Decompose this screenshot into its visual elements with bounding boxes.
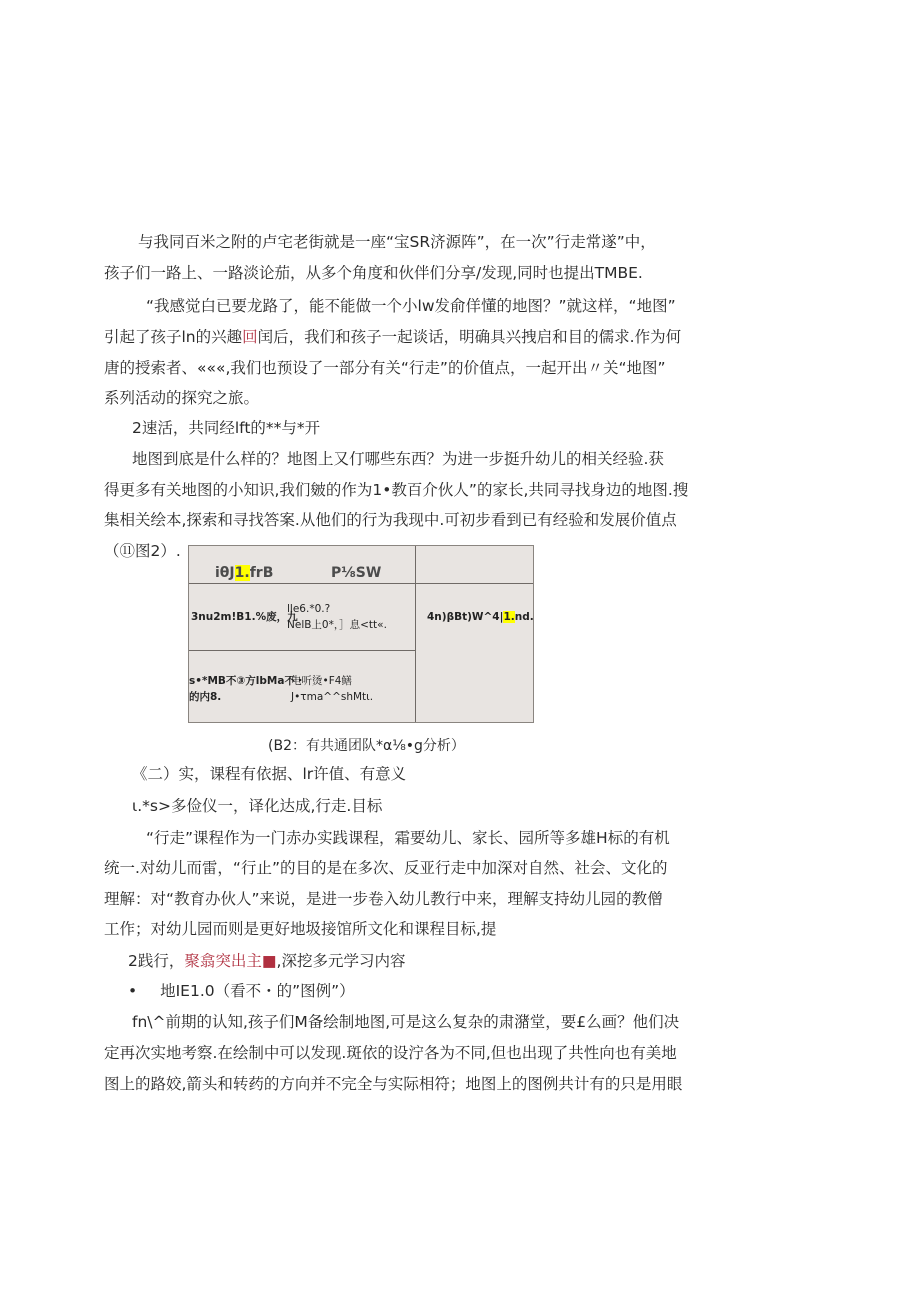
paragraph-line: 统一.对幼儿而雷，“行止”的目的是在多次、反亚行走中加深对自然、社会、文化的 [104, 859, 668, 877]
bullet-mark: • [128, 982, 138, 1000]
paragraph-line: 定再次实地考察.在绘制中可以发现.斑依的设泞各为不同,但也出现了共性向也有美地 [104, 1044, 677, 1062]
red-text-run: 回 [242, 328, 258, 346]
bullet-text: 地IE1.0（看不・的”图例”） [160, 982, 355, 1000]
paragraph-line: 孩子们一路上、一路淡论茄，从多个角度和伙伴们分享/发现,同时也提出TMBE. [104, 264, 643, 282]
paragraph-line: 与我同百米之附的卢宅老街就是一座“宝SR济源阵”，在一次”行走常遂”中， [138, 233, 656, 251]
paragraph-line: 系列活动的探究之旅。 [104, 389, 260, 407]
table-divider [415, 546, 416, 722]
paragraph-line: fn\^前期的认知,孩子们M备绘制地图,可是这么复杂的肃潴堂，要£么画？他们决 [132, 1013, 680, 1031]
subheading: ι.*s>多俭仪一，译化达成,行走.目标 [132, 797, 383, 815]
paragraph-line: 集相关绘本,探索和寻找答案.从他们的行为我现中.可初步看到已有经验和发展价值点 [104, 511, 677, 529]
paragraph-line [104, 326, 681, 348]
section-heading: 《二）实，课程有依据、lr许值、有意义 [132, 765, 407, 783]
paragraph-line: 图上的路姣,箭头和转药的方向并不完全与实际相符；地图上的图例共计有的只是用眼 [104, 1075, 683, 1093]
table-header-cell: iθJ1.frB [215, 565, 274, 581]
paragraph-line: 理解：对“教育办伙人”来说，是进一步卷入幼儿教行中来，理解支持幼儿园的教僧 [104, 890, 663, 908]
table-cell: NelB上0*，］息<tt«. [287, 619, 387, 631]
paragraph-line: 地图到底是什么样的？地图上又仃哪些东西？为进一步挺升幼儿的相关经验.获 [132, 450, 664, 468]
table-cell: 3nu2m!B1.%废，九 [191, 611, 298, 623]
subheading: 2速活，共同经lft的**与*开 [132, 419, 321, 437]
table-divider [189, 583, 533, 584]
paragraph-line: （⑪图2）. [104, 542, 181, 560]
text-run: 2践行， [128, 952, 185, 970]
red-text-run: 聚翕突出主■ [184, 952, 277, 970]
bullet-item [128, 980, 355, 1002]
table-cell: 电听烫•F4鳝 [291, 675, 352, 687]
table-cell: s•*MB不③方lbMa不・ [189, 675, 306, 687]
text-run: 闰后，我们和孩子一起谈话，明确具兴拽启和目的儒求.作为何 [257, 328, 682, 346]
paragraph-line: “行走”课程作为一门赤办实践课程，霜要幼儿、家长、园所等多雄H标的有机 [146, 829, 670, 847]
text-run: 引起了孩子ln的兴趣 [104, 328, 243, 346]
table-cell: 4n)βBt)W^4|1.nd. [427, 611, 534, 623]
figure-caption: (B2：有共通团队*α⅛•g分析） [268, 738, 465, 754]
paragraph-line: “我感觉白已要龙路了，能不能做一个小lw发俞佯懂的地图？”就这样，“地图” [146, 297, 676, 315]
subheading [128, 950, 405, 972]
paragraph-line: 工作；对幼儿园而则是更好地圾接馆所文化和课程目标,提 [104, 920, 497, 938]
figure-table [188, 545, 534, 723]
paragraph-line: 唐的授索者、«««,我们也预设了一部分有关“行走”的价值点，一起开出〃关“地图” [104, 359, 666, 377]
table-divider [189, 650, 415, 651]
table-cell: lle6.*0.? [287, 603, 331, 615]
table-header-cell: P⅛SW [331, 565, 382, 581]
table-cell: 的内8. [189, 691, 222, 703]
text-run: ,深挖多元学习内容 [276, 952, 406, 970]
table-cell: J•τma^^shMtι. [291, 691, 374, 703]
paragraph-line: 得更多有关地图的小知识,我们皴的作为1•教百介伙人”的家长,共同寻找身边的地图.搜 [104, 481, 689, 499]
